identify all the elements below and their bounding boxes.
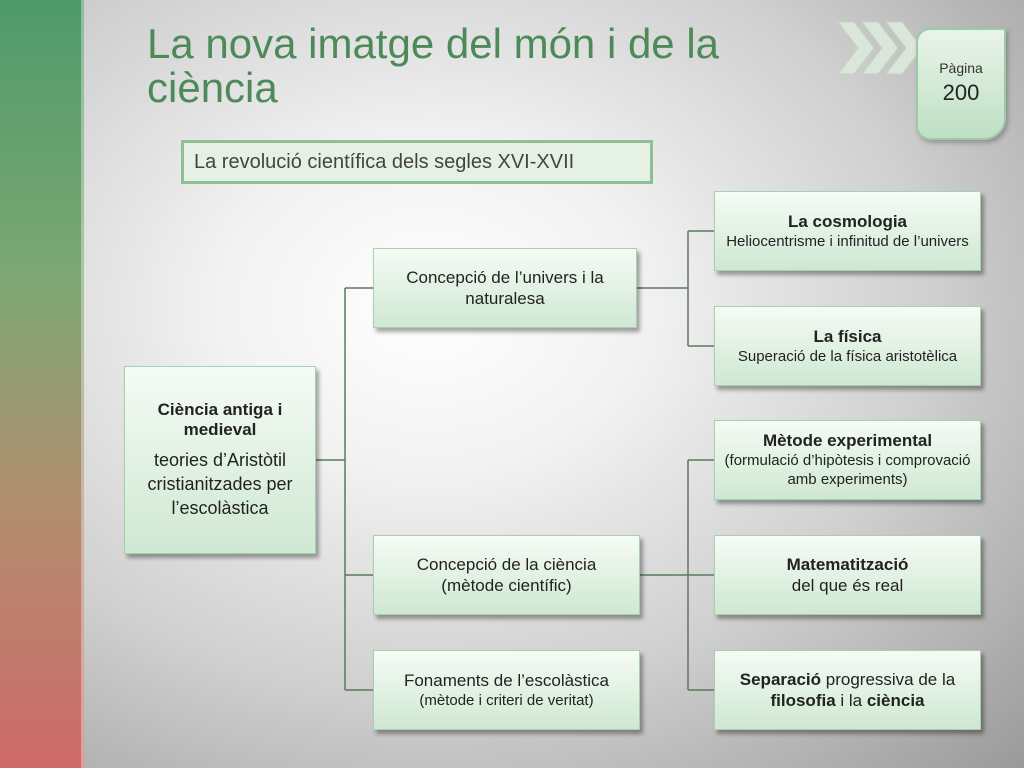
node-science-conception bbox=[373, 535, 640, 615]
node-universe-conception bbox=[373, 248, 637, 328]
separation-text-a: progressiva de la bbox=[821, 670, 956, 689]
node-math-title: Matematització bbox=[786, 554, 909, 574]
node-cosmology-sub: Heliocentrisme i infinitud de l’univers bbox=[726, 232, 969, 250]
separation-text-b: i la bbox=[835, 691, 867, 710]
node-foundations-title: Fonaments de l’escolàstica bbox=[403, 671, 610, 690]
node-science-line2: (mètode científic) bbox=[441, 576, 572, 595]
node-separation-text bbox=[719, 669, 976, 711]
node-mathematization bbox=[714, 535, 981, 615]
node-separation bbox=[714, 650, 981, 730]
root-node-ancient-science bbox=[124, 366, 316, 554]
node-foundations-sub: (mètode i criteri de veritat) bbox=[419, 692, 594, 709]
node-cosmology bbox=[714, 191, 981, 271]
page-number: 200 bbox=[942, 80, 980, 105]
node-cosmology-title: La cosmologia bbox=[787, 211, 908, 231]
node-physics bbox=[714, 306, 981, 386]
node-science-line1: Concepció de la ciència bbox=[416, 555, 597, 574]
node-method-title: Mètode experimental bbox=[762, 431, 933, 450]
node-scholastic-foundations bbox=[373, 650, 640, 730]
page-label: Pàgina bbox=[939, 60, 983, 76]
philosophy-word: filosofia bbox=[770, 691, 836, 710]
node-experimental-method bbox=[714, 420, 981, 500]
science-word: ciència bbox=[866, 691, 925, 710]
node-physics-title: La física bbox=[813, 326, 882, 346]
node-math-sub: del que és real bbox=[791, 575, 904, 595]
page-title: La nova imatge del món i de la ciència bbox=[147, 20, 720, 111]
node-universe-text: Concepció de l’univers i la naturalesa bbox=[406, 268, 604, 308]
node-physics-sub: Superació de la física aristotèlica bbox=[737, 347, 958, 365]
separation-word: Separació bbox=[739, 670, 822, 689]
node-method-sub: (formulació d’hipòtesis i comprovació amb experiments) bbox=[724, 452, 971, 488]
root-node-text: teories d’Aristòtil cristianitzades per l’escolàstica bbox=[147, 450, 293, 518]
root-node-title: Ciència antiga i medieval bbox=[157, 400, 283, 439]
diagram-subtitle: La revolució científica dels segles XVI-XVII bbox=[181, 140, 653, 184]
